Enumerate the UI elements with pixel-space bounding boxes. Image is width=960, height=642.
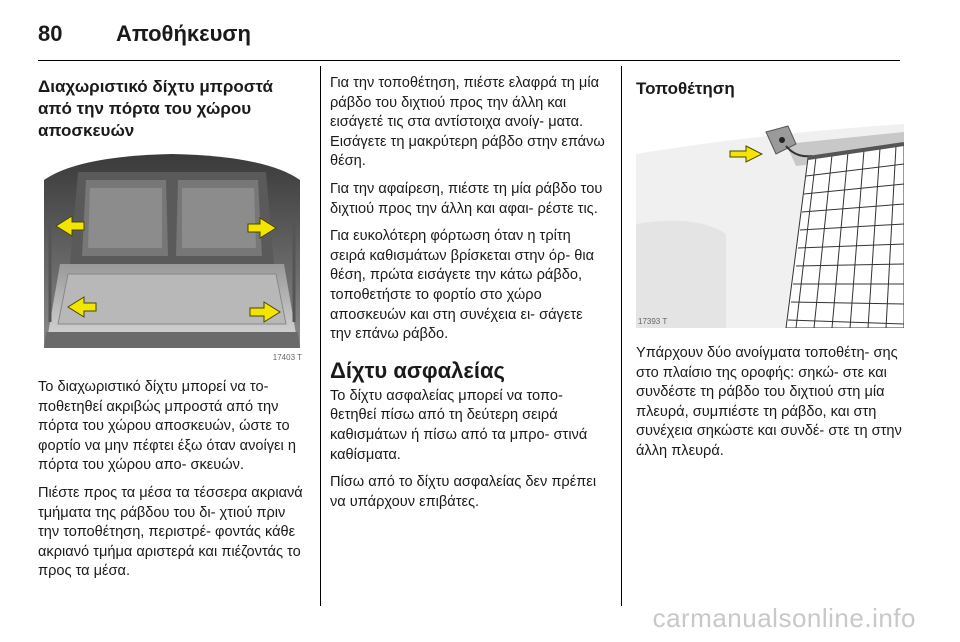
figure-id: 17393 T	[638, 317, 668, 326]
figure-id: 17403 T	[272, 353, 302, 362]
figure-trunk-net	[38, 152, 306, 364]
column-divider-2	[621, 66, 622, 606]
paragraph: Το διαχωριστικό δίχτυ μπορεί να το- ποθετηθεί ακριβώς μπροστά από την πόρτα του χώρου αποσκευών, ώστε το φορτίο να μην πέφτει έξω όταν ανοίγει η πόρτα του χώρου απο- σκευών.	[38, 379, 296, 474]
column-3	[636, 68, 904, 470]
watermark: carmanualsonline.info	[652, 603, 916, 633]
page-number: 80	[38, 21, 63, 46]
header-rule	[38, 60, 900, 61]
column-1	[38, 68, 306, 590]
paragraph: Για ευκολότερη φόρτωση όταν η τρίτη σειρά καθισμάτων βρίσκεται στην όρ- θια θέση, πρώτα εισάγετε την κάτω ράβδο, τοποθετήστε το φορτίο στο χώρο αποσκευών και στη συνέχεια ει- σάγετε την επάνω ράβδο.	[330, 228, 595, 343]
paragraph: Για την αφαίρεση, πιέστε τη μία ράβδο του διχτιού προς την άλλη και αφαι- ρέστε τις.	[330, 180, 603, 217]
paragraph: Πιέστε προς τα μέσα τα τέσσερα ακριανά τμήματα της ράβδου του δι- χτιού πριν την τοποθέτηση, περιστρέ- φοντάς κάθε ακριανό τμήμα αριστερά και πιέζοντάς το προς τα μέσα.	[38, 484, 303, 580]
column-divider-1	[320, 66, 321, 606]
paragraph: Υπάρχουν δύο ανοίγματα τοποθέτη- σης στο πλαίσιο της οροφής: σηκώ- στε και συνδέστε τη ράβδο του διχτιού στη μία πλευρά, συμπιέστε τη ράβδο, και στη συνέχεια σηκώστε και συνδέ- στε τη στην άλλη πλευρά.	[636, 345, 902, 459]
page-title: Αποθήκευση	[116, 21, 251, 46]
section-heading-safety-net: Δίχτυ ασφαλείας	[330, 357, 505, 383]
paragraph: Το δίχτυ ασφαλείας μπορεί να τοπο- θετηθεί πίσω από τη δεύτερη σειρά καθισμάτων ή πίσω από τα μπρο- στινά καθίσματα.	[330, 387, 588, 463]
column-2	[330, 68, 606, 520]
section-heading-installation: Τοποθέτηση	[636, 79, 735, 98]
paragraph: Για την τοποθέτηση, πιέστε ελαφρά τη μία ράβδο του διχτιού προς την άλλη και εισάγετέ τις στα αντίστοιχα ανοίγ- ματα. Εισάγετε τη μακρύτερη ράβδο στην επάνω θέση.	[330, 75, 605, 170]
section-heading-net-door: Διαχωριστικό δίχτυ μπροστά από την πόρτα του χώρου αποσκευών	[38, 77, 273, 140]
trunk-illustration	[38, 152, 306, 364]
net-mount-illustration	[636, 114, 904, 328]
figure-net-mount	[636, 114, 904, 328]
paragraph: Πίσω από το δίχτυ ασφαλείας δεν πρέπει να υπάρχουν επιβάτες.	[330, 474, 597, 510]
page-header	[38, 14, 251, 54]
